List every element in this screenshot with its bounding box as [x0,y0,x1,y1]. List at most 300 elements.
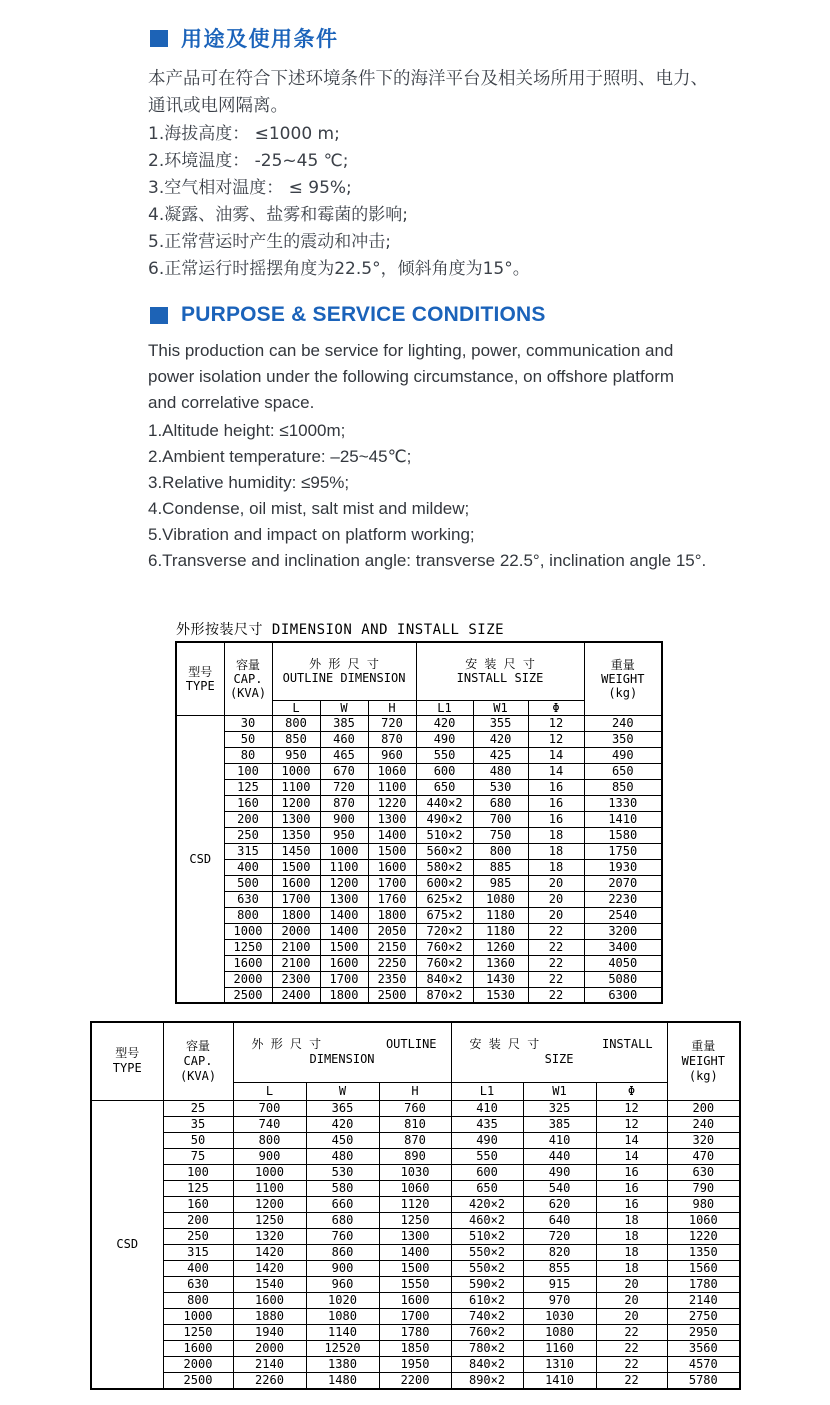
table-cell: 440 [523,1148,596,1164]
table-cell: 465 [320,747,368,763]
header-line: DIMENSION [309,1052,375,1067]
table-cell: 540 [523,1180,596,1196]
table-cell: 1000 [272,763,320,779]
table-cell: 1600 [368,859,416,875]
table-cell: 2260 [233,1372,306,1389]
table-cell: 12520 [306,1340,379,1356]
table-cell: 2050 [368,923,416,939]
table-cell: 3200 [584,923,662,939]
table-cell: 760×2 [416,939,473,955]
table-cell: 1080 [306,1308,379,1324]
table-cell: 2250 [368,955,416,971]
table-cell: 385 [523,1116,596,1132]
table-cell: 410 [451,1100,523,1116]
intro-line: 通讯或电网隔离。 [148,96,288,116]
table-cell: 425 [473,747,528,763]
col-header-H: H [368,700,416,715]
table-cell: 2540 [584,907,662,923]
table-cell: 1060 [667,1212,740,1228]
col-header-capacity [224,642,272,715]
table-cell: 1360 [473,955,528,971]
table-cell: 18 [596,1212,667,1228]
table-cell: 625×2 [416,891,473,907]
table-cell: 720×2 [416,923,473,939]
table-row [176,971,662,987]
table-row [176,955,662,971]
header-line: (KVA) [229,685,267,700]
table-row [176,811,662,827]
table-cell: 18 [528,843,584,859]
list-item: 1.Altitude height: ≤1000m; [148,421,346,440]
table-cell: 240 [584,715,662,731]
table-cell: 2000 [224,971,272,987]
table-cell: 800 [163,1292,233,1308]
table-cell: 850 [584,779,662,795]
col-header-type [91,1022,163,1100]
list-item: 6.Transverse and inclination angle: transverse 22.5°, inclination angle 15°. [148,551,707,570]
col-header-L1: L1 [416,700,473,715]
section-title-en: PURPOSE & SERVICE CONDITIONS [181,303,546,326]
table-cell: 1600 [233,1292,306,1308]
table-cell: 870 [379,1132,451,1148]
table-cell: 850 [272,731,320,747]
table-cell: 610×2 [451,1292,523,1308]
table-cell: 160 [224,795,272,811]
header-text-en: OUTLINE [385,1037,437,1052]
table-cell: 250 [224,827,272,843]
table-cell: 800 [233,1132,306,1148]
table-cell: 2000 [272,923,320,939]
table-cell: 1030 [379,1164,451,1180]
blue-square-icon [150,307,168,324]
header-line: 外 形 尺 寸 [309,657,379,672]
table-cell: 1420 [233,1244,306,1260]
table-cell: 870 [368,731,416,747]
table-cell: 1800 [368,907,416,923]
header-line [452,1037,667,1052]
table-cell: 870 [320,795,368,811]
col-header-weight [667,1022,740,1100]
table-cell: 480 [473,763,528,779]
table-row [176,763,662,779]
table-cell: 640 [523,1212,596,1228]
table-cell: 1250 [233,1212,306,1228]
table-cell: 2750 [667,1308,740,1324]
table-cell: 720 [368,715,416,731]
table-cell: 490 [416,731,473,747]
type-value-cell: CSD [176,715,224,1003]
table-cell: 22 [596,1356,667,1372]
header-line: 型号 [115,1046,140,1061]
table-row [91,1212,740,1228]
section-title-cn: 用途及使用条件 [181,27,339,51]
header-line: 容量 [235,657,260,672]
table-cell: 1100 [320,859,368,875]
table-cell: 760×2 [416,955,473,971]
table-row [176,875,662,891]
intro-line: and correlative space. [148,393,315,412]
table-cell: 435 [451,1116,523,1132]
table-cell: 1480 [306,1372,379,1389]
table-cell: 12 [528,715,584,731]
table-cell: 840×2 [416,971,473,987]
dimension-table-2 [90,1021,741,1390]
section-header-en [150,303,830,327]
header-text-cn: 外 形 尺 寸 [251,1037,322,1052]
header-line: (KVA) [179,1068,217,1083]
table-cell: 1800 [272,907,320,923]
table-row [91,1308,740,1324]
table-row [91,1100,740,1116]
table-cell: 985 [473,875,528,891]
table-cell: 1000 [233,1164,306,1180]
table-cell: 960 [368,747,416,763]
table-row [91,1148,740,1164]
table-cell: 1200 [272,795,320,811]
table-cell: 630 [667,1164,740,1180]
table-cell: 960 [306,1276,379,1292]
table-cell: 915 [523,1276,596,1292]
table-cell: 490 [584,747,662,763]
table-cell: 550×2 [451,1244,523,1260]
type-value-cell: CSD [91,1100,163,1389]
table-cell: 1080 [473,891,528,907]
table-cell: 200 [667,1100,740,1116]
table-cell: 1930 [584,859,662,875]
table-cell: 6300 [584,987,662,1003]
table-cell: 1220 [368,795,416,811]
table-row [176,987,662,1003]
table-row [91,1372,740,1389]
col-header-L: L [233,1082,306,1100]
table-cell: 1600 [224,955,272,971]
header-text-en: INSTALL [601,1037,653,1052]
table-row [91,1132,740,1148]
table-cell: 420×2 [451,1196,523,1212]
table-cell: 1200 [320,875,368,891]
table-cell: 22 [528,955,584,971]
table-cell: 1140 [306,1324,379,1340]
table-cell: 1430 [473,971,528,987]
col-header-weight [584,642,662,715]
table-cell: 20 [596,1276,667,1292]
table-row [176,939,662,955]
table-cell: 18 [528,827,584,843]
list-item: 2.Ambient temperature: –25~45℃; [148,447,412,466]
table-cell: 970 [523,1292,596,1308]
table-cell: 900 [320,811,368,827]
table-cell: 2100 [272,939,320,955]
header-line: 重量 [610,657,635,672]
table-cell: 200 [224,811,272,827]
table-cell: 1950 [379,1356,451,1372]
table-cell: 550 [416,747,473,763]
table-row [91,1292,740,1308]
table-cell: 385 [320,715,368,731]
table-cell: 400 [163,1260,233,1276]
table-cell: 1250 [379,1212,451,1228]
table-row [176,779,662,795]
table-cell: 450 [306,1132,379,1148]
table-cell: 325 [523,1100,596,1116]
table-cell: 1030 [523,1308,596,1324]
table-cell: 1540 [233,1276,306,1292]
table-cell: 2500 [224,987,272,1003]
table-cell: 1700 [272,891,320,907]
table-cell: 20 [528,875,584,891]
table-cell: 2230 [584,891,662,907]
table-cell: 1850 [379,1340,451,1356]
table-cell: 1780 [667,1276,740,1292]
table-cell: 1400 [320,923,368,939]
table-cell: 3400 [584,939,662,955]
table-cell: 810 [379,1116,451,1132]
table-cell: 800 [272,715,320,731]
table-cell: 125 [224,779,272,795]
table-row [176,907,662,923]
table-cell: 800 [224,907,272,923]
table-cell: 16 [528,811,584,827]
table-cell: 22 [528,987,584,1003]
table-cell: 250 [163,1228,233,1244]
table-cell: 490 [451,1132,523,1148]
table-cell: 1700 [320,971,368,987]
table-cell: 1500 [320,939,368,955]
table-cell: 14 [596,1148,667,1164]
col-header-outline [233,1022,451,1082]
table-cell: 125 [163,1180,233,1196]
table-cell: 580 [306,1180,379,1196]
table-row [176,859,662,875]
table-cell: 680 [473,795,528,811]
col-header-W1: W1 [523,1082,596,1100]
table-cell: 890×2 [451,1372,523,1389]
table-row [176,731,662,747]
col-header-install [451,1022,667,1082]
header-line: (kg) [608,685,638,700]
table-row [91,1324,740,1340]
table-cell: 670 [320,763,368,779]
table-cell: 1600 [320,955,368,971]
table-cell: 1350 [272,827,320,843]
table-cell: 1550 [379,1276,451,1292]
table-cell: 890 [379,1148,451,1164]
table-row [91,1180,740,1196]
table-cell: 1700 [379,1308,451,1324]
table-cell: 1000 [163,1308,233,1324]
table-cell: 790 [667,1180,740,1196]
table-cell: 2000 [163,1356,233,1372]
table-row [91,1244,740,1260]
table-cell: 1200 [233,1196,306,1212]
table-cell: 2400 [272,987,320,1003]
col-header-type [176,642,224,715]
col-header-L1: L1 [451,1082,523,1100]
header-line: WEIGHT [681,1053,725,1068]
table-cell: 840×2 [451,1356,523,1372]
table-cell: 1600 [272,875,320,891]
table-cell: 18 [528,859,584,875]
table-cell: 1500 [368,843,416,859]
table-row [91,1116,740,1132]
table-cell: 1400 [379,1244,451,1260]
table-cell: 14 [528,747,584,763]
table-row [176,715,662,731]
table-cell: 1220 [667,1228,740,1244]
table1-title: 外形按装尺寸 DIMENSION AND INSTALL SIZE [176,622,505,638]
table-cell: 1250 [163,1324,233,1340]
table-cell: 200 [163,1212,233,1228]
table-cell: 1060 [379,1180,451,1196]
table-cell: 780×2 [451,1340,523,1356]
header-line: TYPE [185,678,215,693]
table-cell: 14 [528,763,584,779]
intro-paragraph-en [148,338,748,416]
table-cell: 14 [596,1132,667,1148]
table-row [176,891,662,907]
table-cell: 600×2 [416,875,473,891]
table-cell: 500 [224,875,272,891]
header-line: INSTALL SIZE [456,671,544,686]
table-cell: 1080 [523,1324,596,1340]
table-cell: 100 [224,763,272,779]
table-cell: 885 [473,859,528,875]
table-cell: 2000 [233,1340,306,1356]
table-cell: 1880 [233,1308,306,1324]
table-cell: 2150 [368,939,416,955]
table-row [91,1196,740,1212]
table-cell: 530 [306,1164,379,1180]
header-line: OUTLINE DIMENSION [282,671,406,686]
table-cell: 2300 [272,971,320,987]
table-cell: 530 [473,779,528,795]
table-cell: 365 [306,1100,379,1116]
table-cell: 1320 [233,1228,306,1244]
header-line: 安 装 尺 寸 [465,657,535,672]
table-cell: 720 [320,779,368,795]
table-cell: 2070 [584,875,662,891]
table-cell: 12 [528,731,584,747]
table-cell: 1330 [584,795,662,811]
header-line: SIZE [544,1052,574,1067]
table-cell: 760×2 [451,1324,523,1340]
header-line: 容量 [185,1038,210,1053]
table-cell: 20 [528,907,584,923]
table-cell: 1350 [667,1244,740,1260]
intro-line: power isolation under the following circumstance, on offshore platform [148,367,675,386]
table-cell: 590×2 [451,1276,523,1292]
table-cell: 1300 [368,811,416,827]
table-cell: 100 [163,1164,233,1180]
table-row [91,1276,740,1292]
table-cell: 1160 [523,1340,596,1356]
blue-square-icon [150,30,168,47]
col-header-phi: Φ [596,1082,667,1100]
table-cell: 720 [523,1228,596,1244]
table-cell: 20 [596,1292,667,1308]
table-cell: 2140 [667,1292,740,1308]
table-cell: 1410 [523,1372,596,1389]
table-cell: 490×2 [416,811,473,827]
table-cell: 16 [528,795,584,811]
header-line: 重量 [691,1038,716,1053]
table-cell: 675×2 [416,907,473,923]
table-cell: 1100 [368,779,416,795]
header-line: 型号 [188,664,213,679]
header-line: WEIGHT [601,671,645,686]
col-header-phi: Φ [528,700,584,715]
col-header-W: W [320,700,368,715]
table-cell: 1250 [224,939,272,955]
table-cell: 50 [224,731,272,747]
table-row [91,1164,740,1180]
table-cell: 2500 [368,987,416,1003]
table-cell: 855 [523,1260,596,1276]
table-cell: 740×2 [451,1308,523,1324]
table-cell: 2350 [368,971,416,987]
table-cell: 630 [163,1276,233,1292]
table-cell: 22 [596,1340,667,1356]
table-cell: 650 [584,763,662,779]
table-row [91,1260,740,1276]
intro-paragraph-cn [148,66,708,120]
table-cell: 1300 [379,1228,451,1244]
table-cell: 22 [528,923,584,939]
table-row [91,1340,740,1356]
table-cell: 1180 [473,923,528,939]
table-cell: 400 [224,859,272,875]
table-cell: 510×2 [416,827,473,843]
table-cell: 700 [473,811,528,827]
table-cell: 5080 [584,971,662,987]
list-item: 3.空气相对温度： ≤ 95%; [148,178,352,198]
table-cell: 1400 [368,827,416,843]
table-cell: 1500 [379,1260,451,1276]
table-cell: 1560 [667,1260,740,1276]
table-cell: 560×2 [416,843,473,859]
table-cell: 75 [163,1148,233,1164]
table-cell: 950 [320,827,368,843]
table-cell: 460×2 [451,1212,523,1228]
table-row [91,1356,740,1372]
header-line: CAP. [183,1053,213,1068]
table-cell: 420 [473,731,528,747]
table-cell: 240 [667,1116,740,1132]
table-cell: 1300 [320,891,368,907]
table-cell: 750 [473,827,528,843]
table-cell: 980 [667,1196,740,1212]
table-cell: 50 [163,1132,233,1148]
table-cell: 1120 [379,1196,451,1212]
table-cell: 2500 [163,1372,233,1389]
table-cell: 420 [416,715,473,731]
table-cell: 1060 [368,763,416,779]
table-cell: 460 [320,731,368,747]
col-header-L: L [272,700,320,715]
table-cell: 16 [596,1180,667,1196]
header-line: (kg) [688,1068,718,1083]
table-cell: 1410 [584,811,662,827]
col-header-W1: W1 [473,700,528,715]
table-cell: 1300 [272,811,320,827]
table-cell: 1000 [224,923,272,939]
table-cell: 22 [528,971,584,987]
table-cell: 30 [224,715,272,731]
table-cell: 2200 [379,1372,451,1389]
table-cell: 80 [224,747,272,763]
table-cell: 350 [584,731,662,747]
section-header-cn [150,0,830,53]
